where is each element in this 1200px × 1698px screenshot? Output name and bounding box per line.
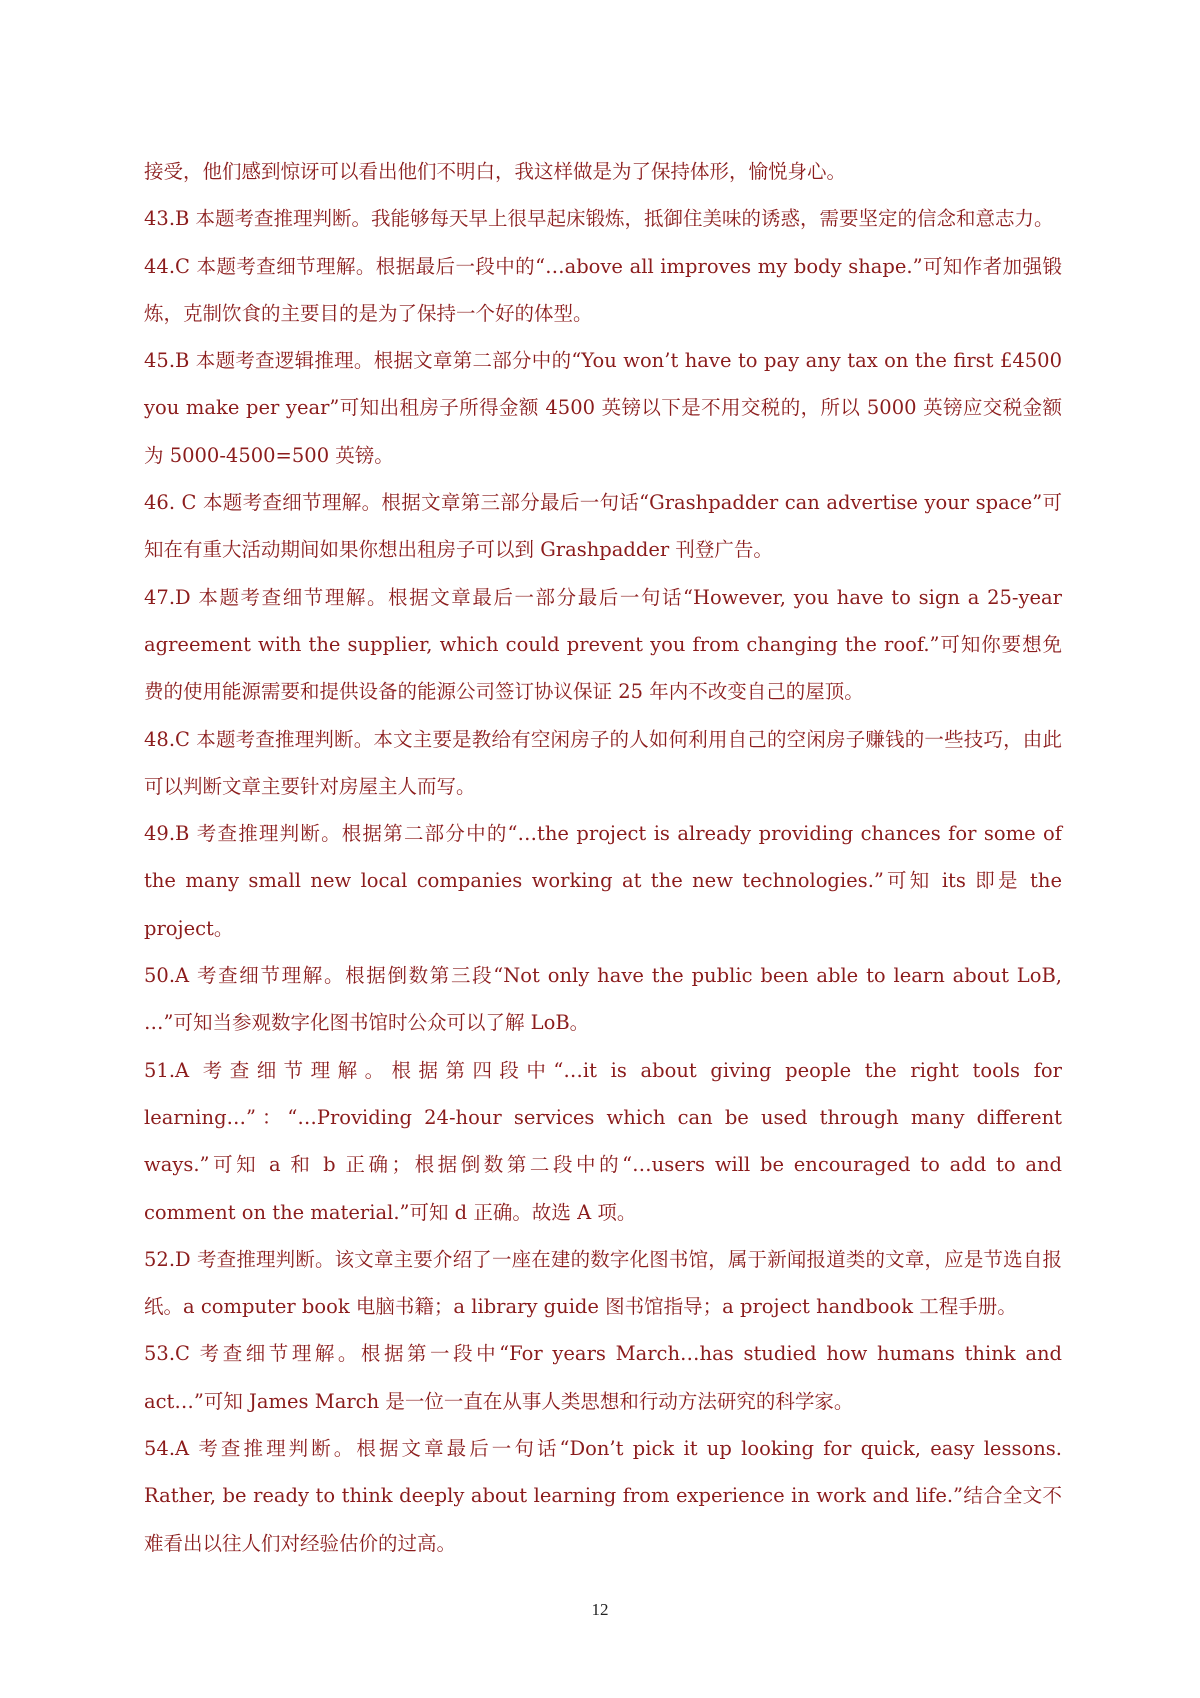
paragraph-q47: 47.D 本题考查细节理解。根据文章最后一部分最后一句话“However, you have to sign a 25-year agreement with the supplier, which could prevent you from changing the roof.”可知你要想免费的使用能源需要和提供设备的能源公司签订协议保证 25 年内不改变自己的屋顶。 <box>144 585 1062 704</box>
paragraph-q50: 50.A 考查细节理解。根据倒数第三段“Not only have the public been able to learn about LoB, …”可知当参观数字化图书馆时公众可以了解 LoB。 <box>144 964 1062 1035</box>
paragraph-q45: 45.B 本题考查逻辑推理。根据文章第二部分中的“You won’t have to pay any tax on the first £4500 you make per year”可知出租房子所得金额 4500 英镑以下是不用交税的，所以 5000 英镑应交税金额为 5000-4500=500 英镑。 <box>144 349 1062 467</box>
paragraph-q54: 54.A 考查推理判断。根据文章最后一句话“Don’t pick it up looking for quick, easy lessons. Rather, be ready to think deeply about learning from experience in work and life.”结合全文不难看出以往人们对经验估价的过高。 <box>144 1437 1062 1555</box>
paragraph-q44: 44.C 本题考查细节理解。根据最后一段中的“…above all improves my body shape.”可知作者加强锻炼，克制饮食的主要目的是为了保持一个好的体型。 <box>144 254 1062 325</box>
paragraph-q48: 48.C 本题考查推理判断。本文主要是教给有空闲房子的人如何利用自己的空闲房子赚钱的一些技巧，由此可以判断文章主要针对房屋主人而写。 <box>144 727 1062 798</box>
paragraph-q49: 49.B 考查推理判断。根据第二部分中的“…the project is already providing chances for some of the many small new local companies working at the new technologies.”可知 its 即是 the project。 <box>144 822 1062 940</box>
paragraph-q53: 53.C 考查细节理解。根据第一段中“For years March…has studied how humans think and act…”可知 James March 是一位一直在从事人类思想和行动方法研究的科学家。 <box>144 1342 1062 1413</box>
paragraph-q52: 52.D 考查推理判断。该文章主要介绍了一座在建的数字化图书馆，属于新闻报道类的文章，应是节选自报纸。a computer book 电脑书籍；a library guide 图书馆指导；a project handbook 工程手册。 <box>144 1247 1062 1319</box>
page-number: 12 <box>591 1600 609 1619</box>
paragraph-q46: 46. C 本题考查细节理解。根据文章第三部分最后一句话“Grashpadder can advertise your space”可知在有重大活动期间如果你想出租房子可以到 Grashpadder 刊登广告。 <box>144 491 1062 562</box>
paragraph-continuation: 接受，他们感到惊讶可以看出他们不明白，我这样做是为了保持体形，愉悦身心。 <box>144 160 847 183</box>
answer-explanations <box>144 148 1062 1567</box>
paragraph-q51: 51.A 考查细节理解。根据第四段中“…it is about giving people the right tools for learning…”：“…Providing 24-hour services which can be used through many different ways.”可知 a 和 b 正确；根据倒数第二段中的“…users will be encouraged to add to and comment on the material.”可知 d 正确。故选 A 项。 <box>144 1058 1062 1224</box>
paragraph-q43: 43.B 本题考查推理判断。我能够每天早上很早起床锻炼，抵御住美味的诱惑，需要坚定的信念和意志力。 <box>144 207 1054 231</box>
